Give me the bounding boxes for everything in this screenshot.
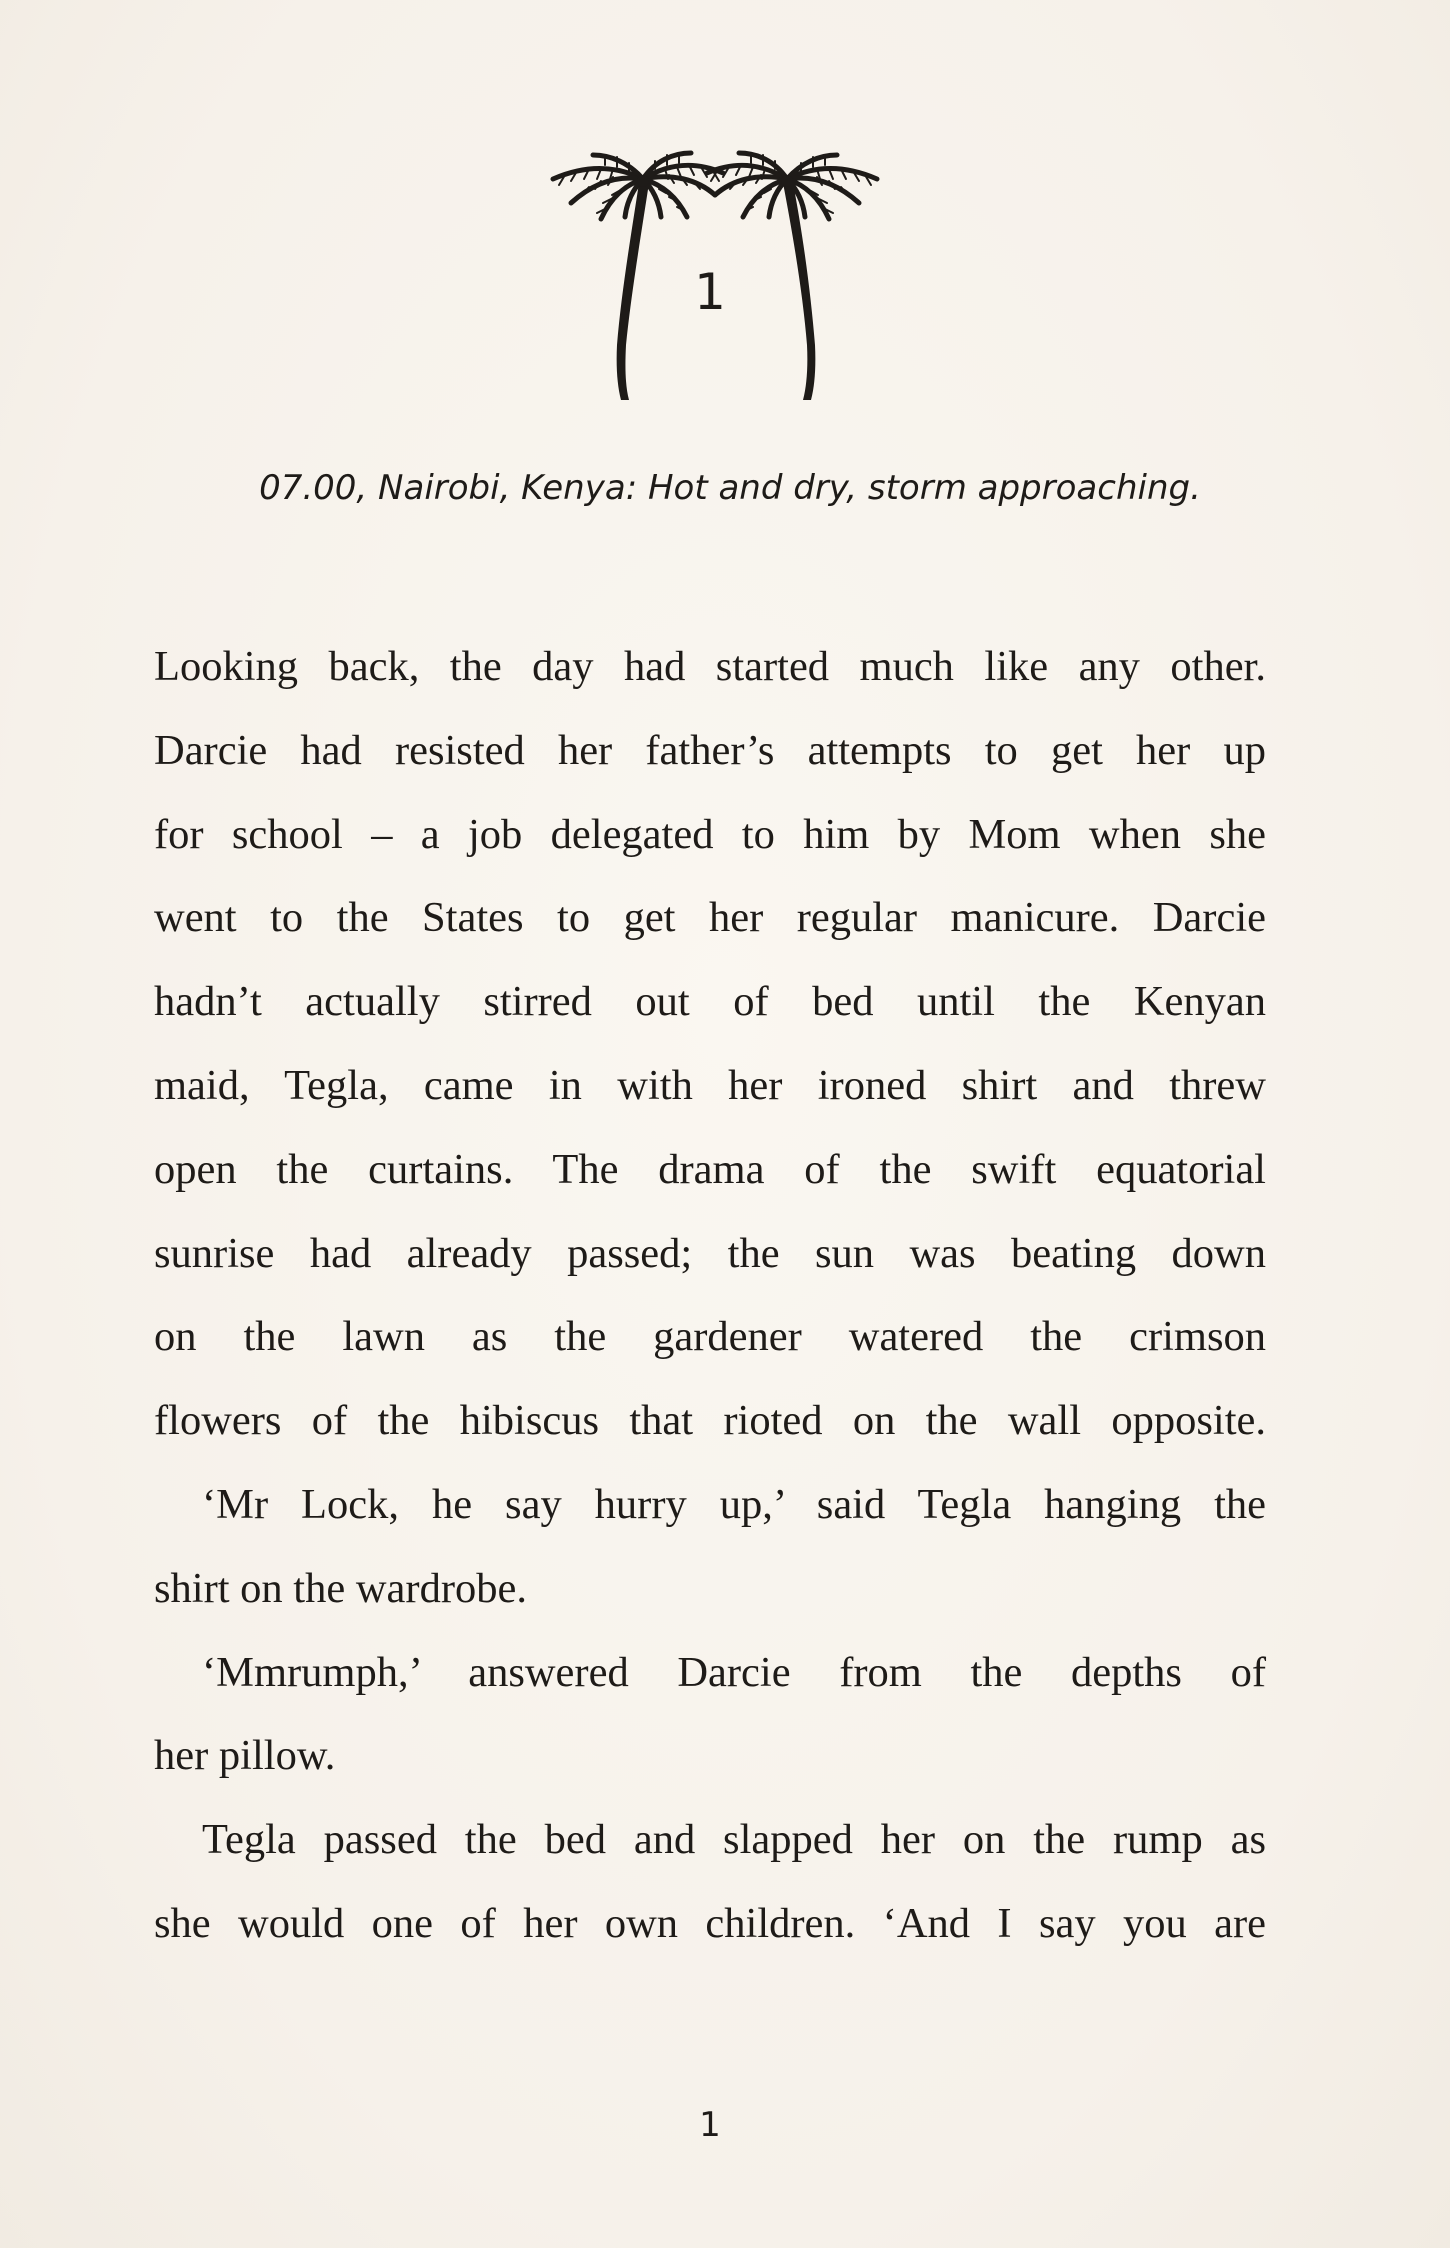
chapter-number: 1	[694, 263, 726, 321]
text-line: hadn’t actually stirred out of bed until the Kenyan	[154, 978, 1266, 1026]
text-line: on the lawn as the gardener watered the crimson	[154, 1313, 1266, 1361]
text-line: Darcie had resisted her father’s attempts to get her up	[154, 726, 1266, 774]
chapter-subtitle: 07.00, Nairobi, Kenya: Hot and dry, storm approaching.	[259, 468, 1201, 508]
text-line: went to the States to get her regular manicure. Darcie	[154, 894, 1266, 942]
page-number: 1	[699, 2105, 721, 2145]
text-line: Tegla passed the bed and slapped her on the rump as	[202, 1816, 1266, 1864]
body-text	[154, 625, 1266, 1966]
text-line: for school – a job delegated to him by Mom when she	[154, 810, 1266, 858]
text-line: maid, Tegla, came in with her ironed shirt and threw	[154, 1061, 1266, 1109]
text-line: open the curtains. The drama of the swift equatorial	[154, 1145, 1266, 1193]
text-line: her pillow.	[154, 1732, 336, 1780]
text-line: sunrise had already passed; the sun was beating down	[154, 1229, 1266, 1277]
text-line: Looking back, the day had started much like any other.	[154, 643, 1266, 690]
text-line: she would one of her own children. ‘And I say you are	[154, 1899, 1266, 1947]
text-line: ‘Mmrumph,’ answered Darcie from the depths of	[202, 1648, 1266, 1696]
text-line: ‘Mr Lock, he say hurry up,’ said Tegla hanging the	[202, 1480, 1266, 1528]
text-line: flowers of the hibiscus that rioted on the wall opposite.	[154, 1397, 1266, 1445]
text-line: shirt on the wardrobe.	[154, 1564, 527, 1612]
